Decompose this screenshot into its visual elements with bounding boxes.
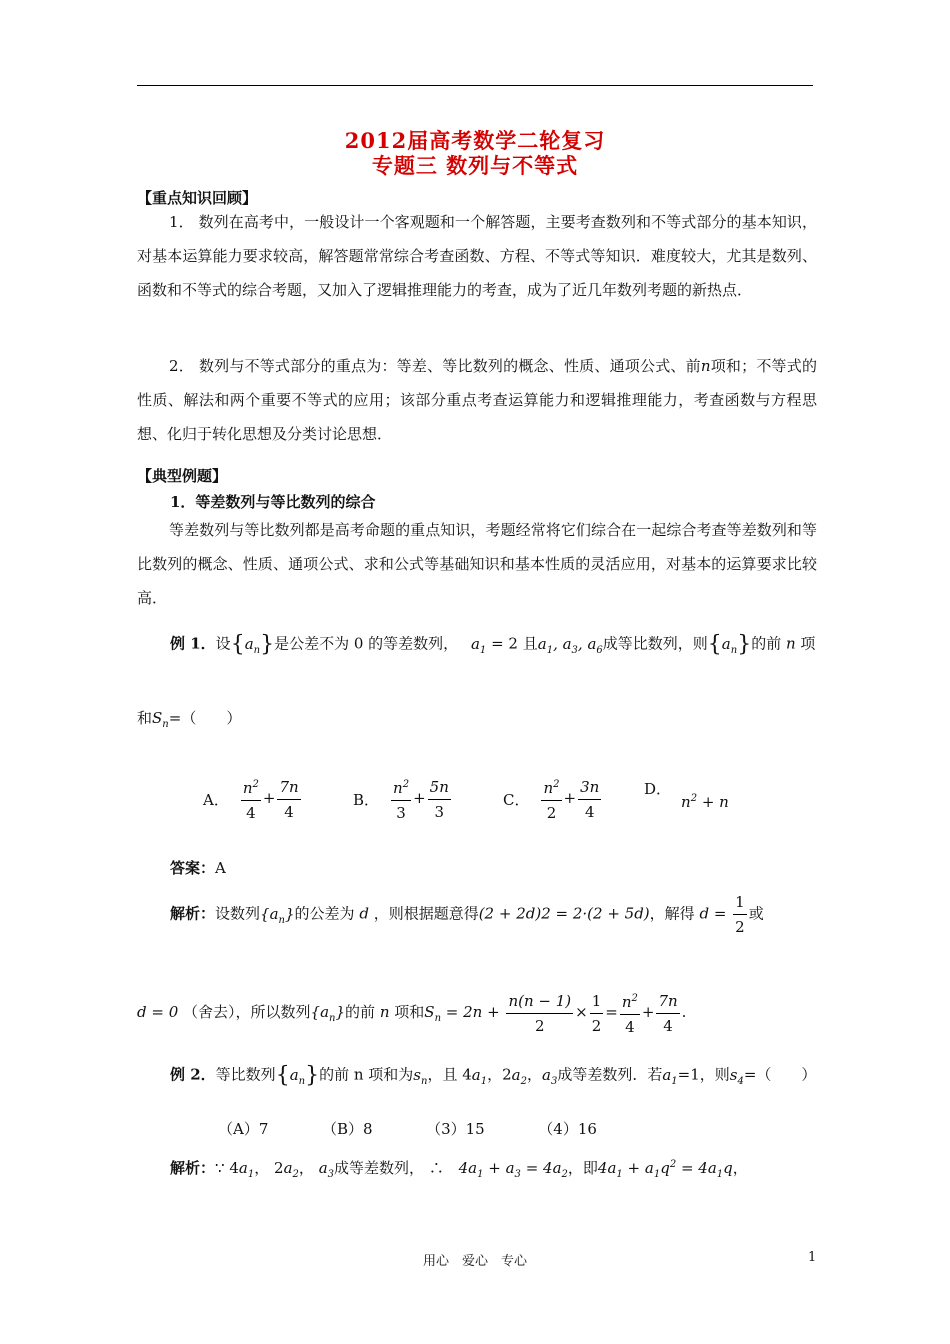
subsection-title: 1．等差数列与等比数列的综合 — [170, 493, 376, 511]
option-d: D．$n^2 + n$ — [644, 780, 729, 811]
review-paragraph-2: 2． 数列与不等式部分的重点为：等差、等比数列的概念、性质、通项公式、前n项和；不等式的性质、解法和两个重要不等式的应用；该部分重点考查运算能力和逻辑推理能力，考查函数与方程思想、化归于转化思想及分类讨论思想． — [137, 357, 817, 443]
page-footer: 用心 爱心 专心 — [422, 1254, 527, 1269]
example-2-options — [218, 1118, 597, 1139]
example-1-line-2: 和$S_n=$（ ） — [137, 709, 242, 730]
option-d: （4）16 — [538, 1120, 597, 1138]
section-heading-examples: 【典型例题】 — [137, 467, 228, 485]
doc-title: 2012届高考数学二轮复习 — [344, 128, 606, 153]
doc-subtitle: 专题三 数列与不等式 — [371, 153, 579, 178]
example-1-answer: 答案：A — [170, 859, 226, 877]
section-heading-review: 【重点知识回顾】 — [137, 189, 258, 207]
example-1-solution-line-1: 解析：设数列$\{a_n\}$的公差为 d ，则根据题意得(2 + 2d)2 = 2·(2 + 5d)，解得 d = $\frac{1}{2}$ 或 — [170, 890, 764, 939]
option-b: （B）8 — [321, 1120, 373, 1138]
example-2-line-1: 例 2．等比数列$\{a_n\}$的前 n 项和为$s_n$，且 $4a_1$，$2a_2$，$a_3$成等差数列．若$a_1=1$，则$s_4=$（ ） — [170, 1063, 817, 1088]
review-paragraph-1: 1． 数列在高考中，一般设计一个客观题和一个解答题，主要考查数列和不等式部分的基本知识，对基本运算能力要求较高，解答题常常综合考查函数、方程、不等式等知识．难度较大，尤其是数列、函数和不等式的综合考题，又加入了逻辑推理能力的考查，成为了近几年数列考题的新热点． — [137, 213, 817, 299]
example-1-line-1: 例 1．设$\{a_n\}$是公差不为 0 的等差数列， $a_1 = 2$ 且$a_1$, $a_3$, $a_6$成等比数列，则$\{a_n\}$的前 n 项 — [170, 632, 816, 657]
option-b: B． $\frac{n^2}{3}$ + $\frac{5n}{3}$ — [353, 773, 453, 825]
intro-paragraph: 等差数列与等比数列都是高考命题的重点知识，考题经常将它们综合在一起综合考查等差数列和等比数列的概念、性质、通项公式、求和公式等基础知识和基本性质的灵活应用，对基本的运算要求比较高． — [137, 521, 817, 607]
option-a: （A）7 — [218, 1120, 269, 1138]
option-a: A． $\frac{n^2}{4}$ + $\frac{7n}{4}$ — [203, 773, 303, 825]
example-1-solution-line-2: d = 0 （舍去），所以数列$\{a_n\}$的前 n 项和$S_n = 2n$ + $\frac{n(n - 1)}{2}$ × $\frac{1}{2}$ = $\frac{n^2}{4}$ + $\frac{7n}{4}$ . — [137, 987, 686, 1039]
option-c: （3）15 — [426, 1120, 485, 1138]
page-number: 1 — [808, 1250, 817, 1265]
option-c: C． $\frac{n^2}{2}$ + $\frac{3n}{4}$ — [503, 773, 603, 825]
header-rule — [137, 85, 813, 86]
example-2-solution: 解析：∵ $4a_1$， $2a_2$， $a_3$成等差数列， ∴ $4a_1 + a_3 = 4a_2$，即$4a_1 + a_1q^2 = 4a_1q$， — [170, 1159, 748, 1180]
